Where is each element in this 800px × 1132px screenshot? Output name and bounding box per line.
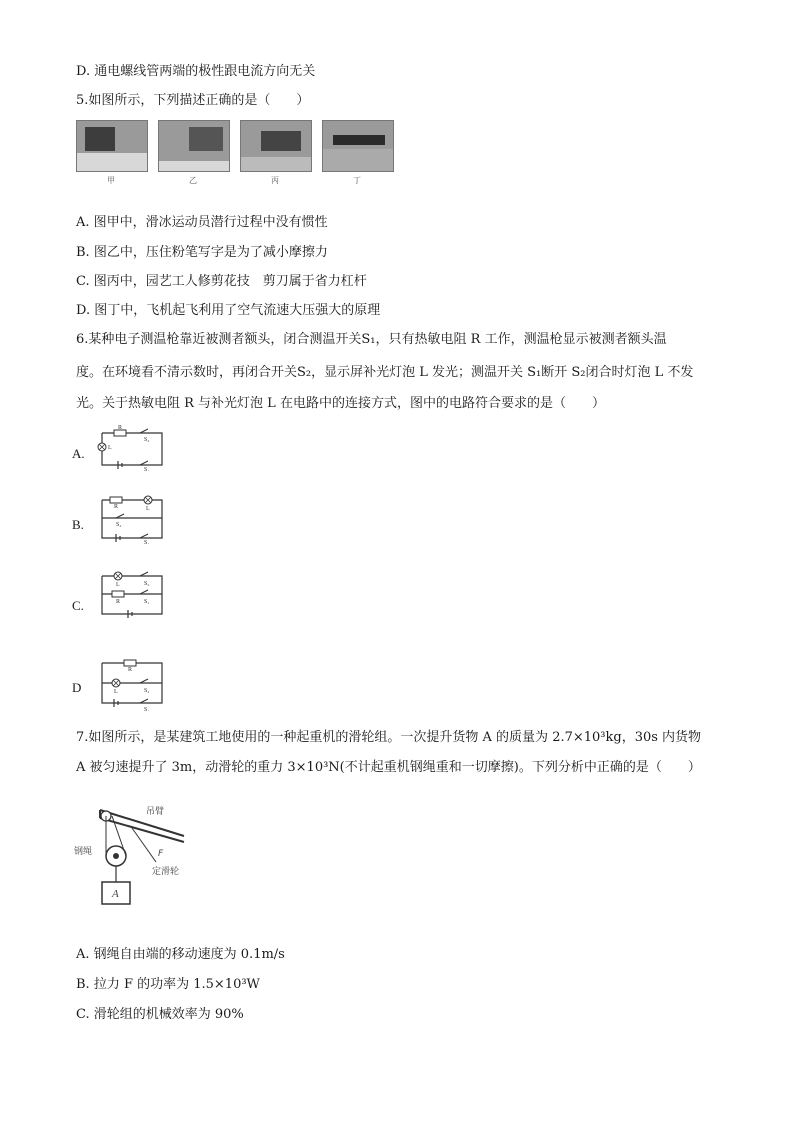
q6-circuit-b <box>94 492 170 544</box>
svg-text:L: L <box>114 689 118 695</box>
svg-text:S₁: S₁ <box>144 540 150 544</box>
svg-text:L: L <box>146 506 150 512</box>
svg-text:F: F <box>158 849 164 859</box>
q5-stem: 5.如图所示，下列描述正确的是（ ） <box>76 93 310 108</box>
q5-caption-bing: 丙 <box>271 176 279 185</box>
q6-option-d-label: D <box>72 680 82 695</box>
svg-text:L: L <box>116 582 120 588</box>
svg-text:S₁: S₁ <box>144 707 150 711</box>
svg-text:S₁: S₁ <box>144 467 150 471</box>
q7-stem-line2: A 被匀速提升了 3m，动滑轮的重力 3×10³N(不计起重机钢绳重和一切摩擦)。下列分析中正确的是（ ） <box>76 760 701 775</box>
q7-crane-figure <box>72 800 202 912</box>
svg-text:L: L <box>108 445 112 451</box>
q7-option-a: A. 钢绳自由端的移动速度为 0.1m/s <box>76 947 285 962</box>
q5-photo-jia <box>76 120 148 172</box>
q5-option-d: D. 图丁中，飞机起飞利用了空气流速大压强大的原理 <box>76 303 381 318</box>
q5-option-b: B. 图乙中，压住粉笔写字是为了减小摩擦力 <box>76 245 328 260</box>
svg-text:S₂: S₂ <box>144 437 150 443</box>
q6-option-a-label: A. <box>72 446 85 461</box>
svg-text:R: R <box>114 504 119 510</box>
q5-photo-ding <box>322 120 394 172</box>
q7-option-c: C. 滑轮组的机械效率为 90% <box>76 1007 244 1022</box>
q6-option-b-label: B. <box>72 517 84 532</box>
q6-stem-line2: 度。在环境看不清示数时，再闭合开关S₂，显示屏补光灯泡 L 发光；测温开关 S₁断开 S₂闭合时灯泡 L 不发 <box>76 365 694 380</box>
q6-stem-line3: 光。关于热敏电阻 R 与补光灯泡 L 在电路中的连接方式，图中的电路符合要求的是（ ） <box>76 396 605 411</box>
q6-stem-line1: 6.某种电子测温枪靠近被测者额头，闭合测温开关S₁，只有热敏电阻 R 工作，测温枪显示被测者额头温 <box>76 332 667 347</box>
q4-option-d: D. 通电螺线管两端的极性跟电流方向无关 <box>76 64 316 79</box>
svg-text:R: R <box>128 667 133 673</box>
q5-option-c: C. 图丙中，园艺工人修剪花技 剪刀属于省力杠杆 <box>76 274 367 289</box>
q5-caption-ding: 丁 <box>353 176 361 185</box>
svg-text:R: R <box>116 599 121 605</box>
svg-text:定滑轮: 定滑轮 <box>152 867 180 877</box>
q5-caption-jia: 甲 <box>107 176 115 185</box>
svg-text:钢绳: 钢绳 <box>74 847 93 857</box>
q7-option-b: B. 拉力 F 的功率为 1.5×10³W <box>76 977 260 992</box>
q5-photo-bing <box>240 120 312 172</box>
q6-circuit-d <box>94 655 170 711</box>
svg-text:S₁: S₁ <box>144 599 150 605</box>
q5-option-a: A. 图甲中，滑冰运动员潜行过程中没有惯性 <box>76 215 328 230</box>
q6-option-c-label: C. <box>72 598 84 613</box>
q6-circuit-a <box>94 425 170 471</box>
svg-text:S₂: S₂ <box>144 688 150 694</box>
svg-text:S₂: S₂ <box>116 522 122 528</box>
q7-stem-line1: 7.如图所示，是某建筑工地使用的一种起重机的滑轮组。一次提升货物 A 的质量为 2.7×10³kg，30s 内货物 <box>76 730 702 745</box>
svg-text:吊臂: 吊臂 <box>146 807 165 817</box>
svg-text:R: R <box>118 425 123 431</box>
q5-photo-yi <box>158 120 230 172</box>
svg-text:S₂: S₂ <box>144 581 150 587</box>
q6-circuit-c <box>94 568 170 620</box>
q5-caption-yi: 乙 <box>189 176 197 185</box>
svg-text:A: A <box>112 888 119 900</box>
